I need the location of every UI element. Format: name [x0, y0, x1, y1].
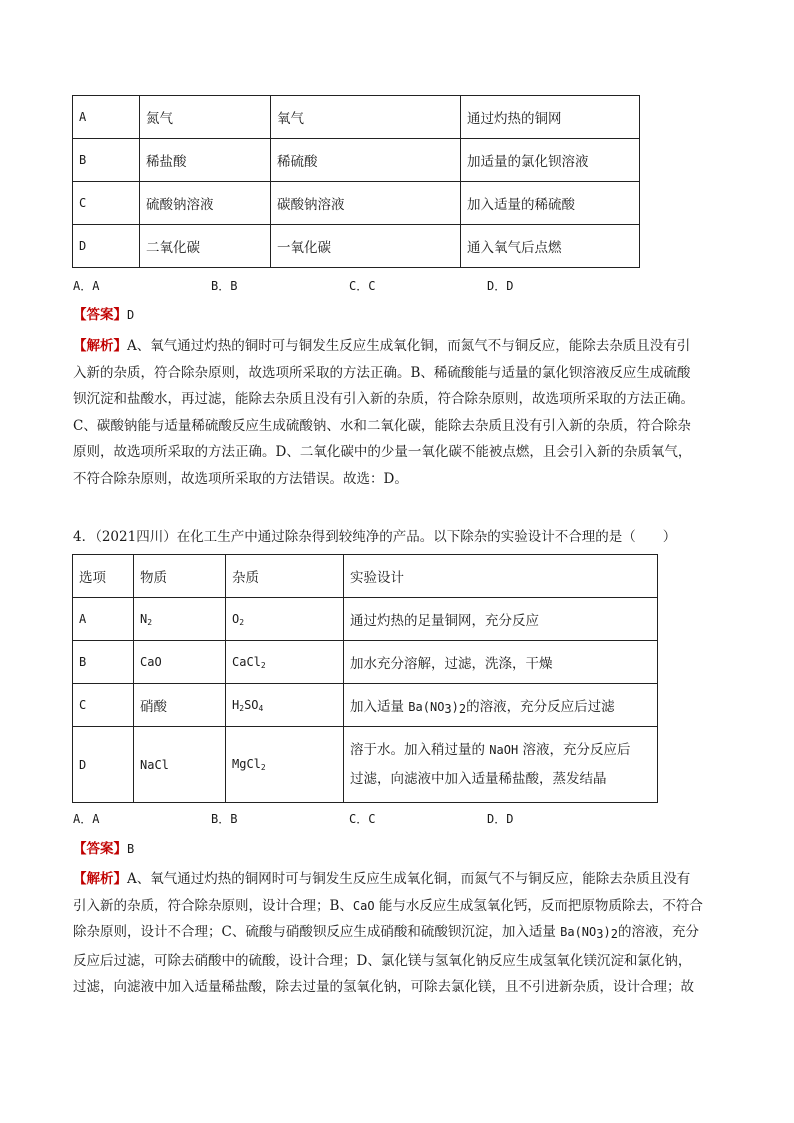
table-row: [73, 182, 640, 225]
table-2: [72, 554, 658, 803]
table-cell: B: [73, 641, 134, 684]
answer-2: [73, 836, 723, 863]
answer-tag: 【答案】: [73, 307, 127, 323]
analysis-line: 除杂原则，设计不合理；C、硫酸与硝酸钡反应生成硝酸和硫酸钡沉淀，加入适量 $Ba(NO_3)_2$的溶液，充分: [73, 924, 699, 941]
table-row: [73, 96, 640, 139]
table-cell: A: [73, 598, 134, 641]
table-cell: CaO: [134, 641, 226, 684]
table-cell: C: [73, 684, 134, 727]
answer-value: B: [127, 842, 135, 856]
table-header-row: [73, 555, 658, 598]
table-1: [72, 95, 640, 268]
table-cell: A: [73, 96, 140, 139]
table-cell: 通过灼热的足量铜网，充分反应: [344, 598, 658, 641]
table-cell: 硝酸: [134, 684, 226, 727]
analysis-line: 钡沉淀和盐酸水，再过滤，能除去杂质且没有引入新的杂质，符合除杂原则，故选项所采取的方法正确。: [73, 391, 694, 407]
table-row: [73, 684, 658, 727]
table-cell: $H_2SO_4$: [226, 684, 344, 727]
table-cell: 硫酸钠溶液: [140, 182, 271, 225]
analysis-tag: 【解析】: [73, 338, 127, 354]
table-cell: 稀盐酸: [140, 139, 271, 182]
table-cell: B: [73, 139, 140, 182]
table-header-cell: 实验设计: [344, 555, 658, 598]
table-cell: $N_2$: [134, 598, 226, 641]
analysis-line: 过滤，向滤液中加入适量稀盐酸，除去过量的氢氧化钠，可除去氯化镁，且不引进新杂质，设计合理；故: [73, 979, 694, 995]
table-cell: 加入适量的稀硫酸: [461, 182, 640, 225]
analysis-2: [73, 866, 723, 1001]
table-cell: $O_2$: [226, 598, 344, 641]
table-cell: C: [73, 182, 140, 225]
table-cell: 通过灼热的铜网: [461, 96, 640, 139]
table-cell: 加适量的氯化钡溶液: [461, 139, 640, 182]
analysis-line: C、碳酸钠能与适量稀硫酸反应生成硫酸钠、水和二氧化碳，能除去杂质且没有引入新的杂质，符合除杂: [73, 417, 691, 434]
analysis-line: 反应后过滤，可除去硝酸中的硫酸，设计合理；D、氯化镁与氢氧化钠反应生成氢氧化镁沉淀和氯化钠，: [73, 952, 692, 969]
table-cell: D: [73, 225, 140, 268]
table-row: [73, 139, 640, 182]
table-cell: 二氧化碳: [140, 225, 271, 268]
option-a: A．A: [73, 279, 100, 293]
table-cell: 碳酸钠溶液: [271, 182, 461, 225]
option-d: D．D: [487, 279, 514, 293]
table-cell: 通入氧气后点燃: [461, 225, 640, 268]
answer-1: [73, 302, 723, 329]
answer-tag: 【答案】: [73, 841, 127, 857]
table-cell: 溶于水。加入稍过量的 NaOH 溶液，充分反应后 过滤，向滤液中加入适量稀盐酸，蒸发结晶: [344, 727, 658, 803]
table-cell: 加入适量 $Ba(NO_3)_2$的溶液，充分反应后过滤: [344, 684, 658, 727]
table-cell: CaCl$_2$: [226, 641, 344, 684]
table-row: [73, 598, 658, 641]
analysis-1: [73, 333, 723, 492]
analysis-line: 引入新的杂质，符合除杂原则，设计合理；B、CaO 能与水反应生成氢氧化钙，反而把原物质除去，不符合: [73, 897, 703, 914]
table-header-cell: 选项: [73, 555, 134, 598]
question-4-title: 4．（2021四川）在化工生产中通过除杂得到较纯净的产品。以下除杂的实验设计不合理的是（ ）: [73, 529, 677, 545]
analysis-line: 【解析】A、氧气通过灼热的铜网时可与铜发生反应生成氧化铜，而氮气不与铜反应，能除去杂质且没有: [73, 871, 691, 887]
table-cell: MgCl$_2$: [226, 727, 344, 803]
table-row: [73, 225, 640, 268]
table-row: [73, 727, 658, 803]
option-a: A．A: [73, 812, 100, 826]
table-cell: 氮气: [140, 96, 271, 139]
option-b: B．B: [211, 279, 238, 293]
table-cell: 氧气: [271, 96, 461, 139]
analysis-line: 入新的杂质，符合除杂原则，故选项所采取的方法正确。B、稀硫酸能与适量的氯化钡溶液反应生成硫酸: [73, 364, 691, 381]
option-c: C．C: [349, 279, 376, 293]
analysis-tag: 【解析】: [73, 871, 127, 887]
analysis-line: 原则，故选项所采取的方法正确。D、二氧化碳中的少量一氧化碳不能被点燃，且会引入新的杂质氧气，: [73, 444, 692, 460]
table-cell: NaCl: [134, 727, 226, 803]
table-cell: 稀硫酸: [271, 139, 461, 182]
analysis-line: 【解析】A、氧气通过灼热的铜时可与铜发生反应生成氧化铜，而氮气不与铜反应，能除去杂质且没有引: [73, 338, 691, 354]
option-c: C．C: [349, 812, 376, 826]
table-row: [73, 641, 658, 684]
table-cell: 加水充分溶解，过滤，洗涤，干燥: [344, 641, 658, 684]
option-d: D．D: [487, 812, 514, 826]
table-header-cell: 杂质: [226, 555, 344, 598]
table-header-cell: 物质: [134, 555, 226, 598]
table-cell: D: [73, 727, 134, 803]
analysis-line: 不符合除杂原则，故选项所采取的方法错误。故选：D。: [73, 470, 408, 487]
answer-value: D: [127, 308, 135, 322]
option-b: B．B: [211, 812, 238, 826]
table-cell: 一氧化碳: [271, 225, 461, 268]
